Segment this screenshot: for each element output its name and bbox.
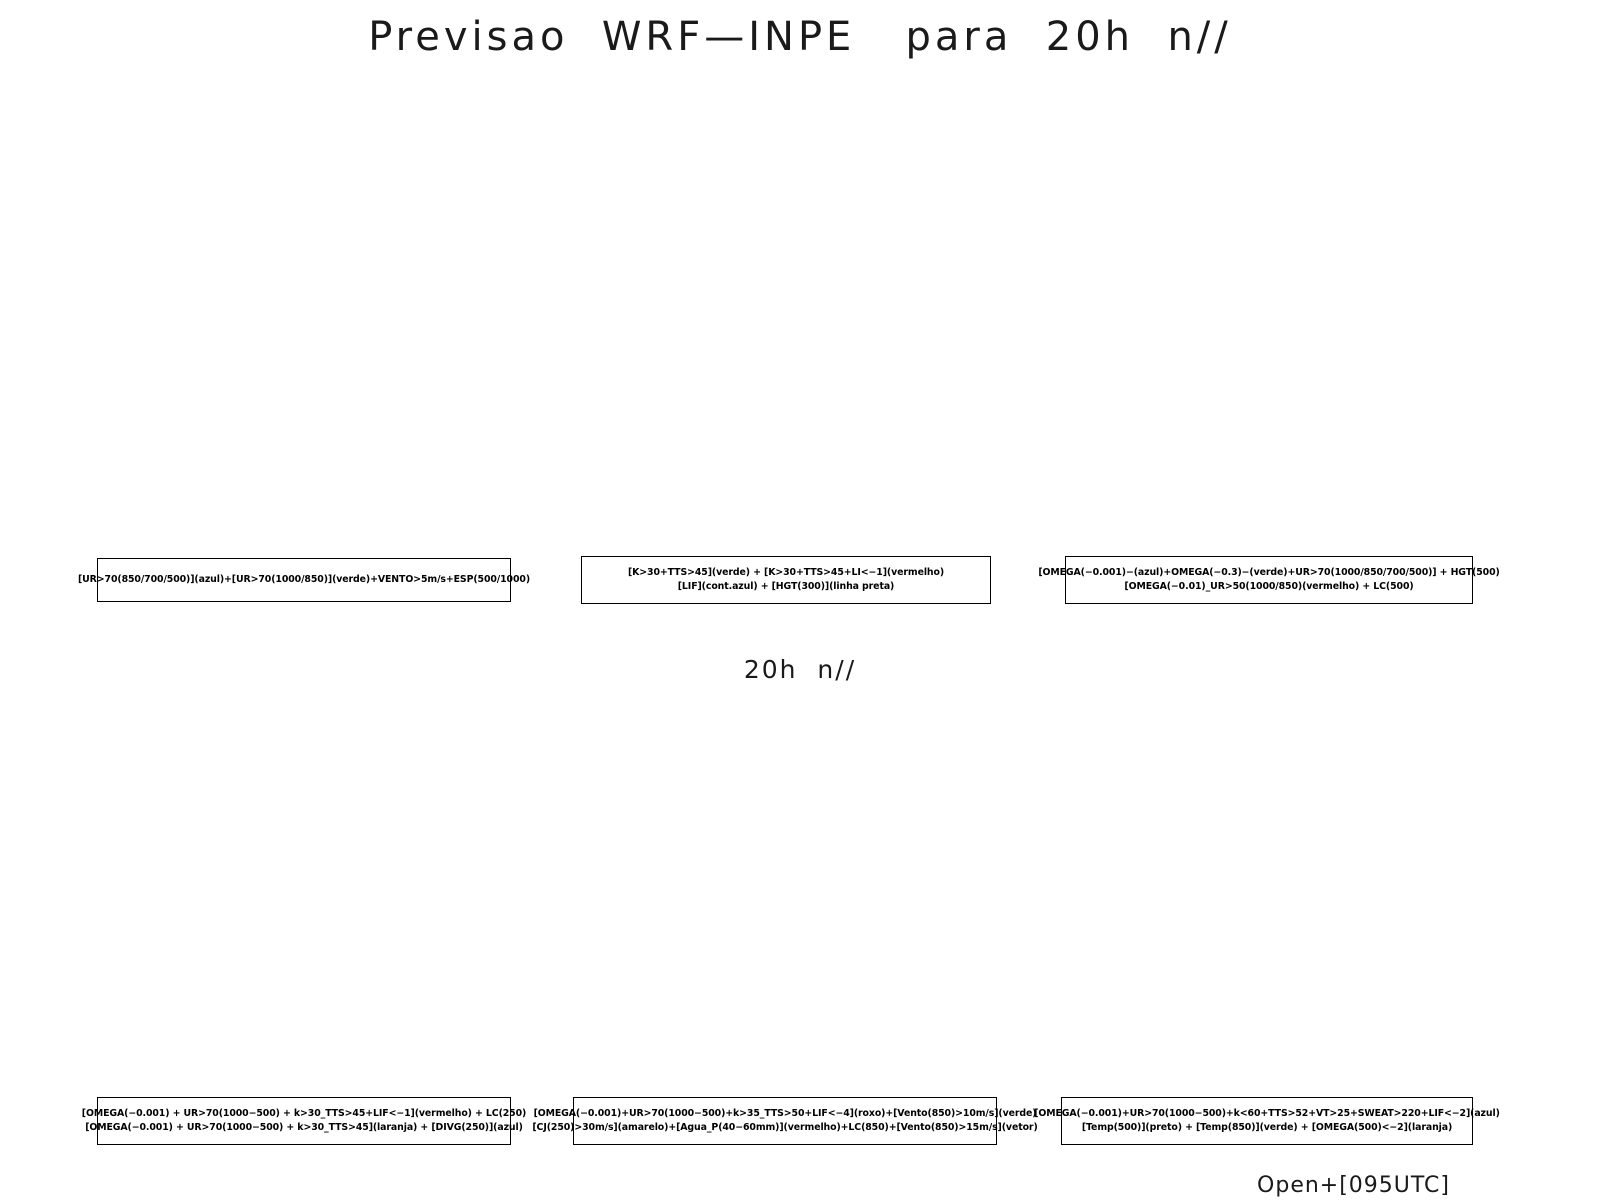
legend-line: [UR>70(850/700/500)](azul)+[UR>70(1000/850)](verde)+VENTO>5m/s+ESP(500/1000) (77, 574, 531, 585)
legend-box-top-left (77, 558, 531, 602)
middle-label: 20h n// (743, 655, 857, 684)
legend-line: [LIF](cont.azul) + [HGT(300)](linha preta) (677, 581, 895, 592)
legend-box-bottom-left (81, 1097, 527, 1145)
legend-line: [OMEGA(−0.001)+UR>70(1000−500)+k<60+TTS>52+VT>25+SWEAT>220+LIF<−2](azul) (1034, 1108, 1500, 1119)
legend-line: [OMEGA(−0.001)−(azul)+OMEGA(−0.3)−(verde)+UR>70(1000/850/700/500)] + HGT(500) (1038, 567, 1500, 578)
legend-line: [OMEGA(−0.001) + UR>70(1000−500) + k>30_TTS>45+LIF<−1](vermelho) + LC(250) (81, 1108, 527, 1119)
legend-line: [K>30+TTS>45](verde) + [K>30+TTS>45+LI<−1](vermelho) (627, 567, 945, 578)
footer-label: Open+[095UTC] (1257, 1173, 1450, 1198)
legend-box-bottom-mid (532, 1097, 1038, 1145)
legend-box-top-right (1038, 556, 1500, 604)
page-title: Previsao WRF—INPE para 20h n// (368, 14, 1232, 60)
legend-line: [OMEGA(−0.01)_UR>50(1000/850)(vermelho) + LC(500) (1124, 581, 1414, 592)
legend-box-bottom-right (1034, 1097, 1500, 1145)
legend-line: [OMEGA(−0.001) + UR>70(1000−500) + k>30_TTS>45](laranja) + [DIVG(250)](azul) (85, 1122, 523, 1133)
legend-line: [OMEGA(−0.001)+UR>70(1000−500)+k>35_TTS>50+LIF<−4](roxo)+[Vento(850)>10m/s](verde) (533, 1108, 1037, 1119)
legend-line: [CJ(250)>30m/s](amarelo)+[Agua_P(40−60mm)](vermelho)+LC(850)+[Vento(850)>15m/s](vetor) (532, 1122, 1038, 1133)
legend-line: [Temp(500)](preto) + [Temp(850)](verde) + [OMEGA(500)<−2](laranja) (1081, 1122, 1453, 1133)
legend-box-top-mid (581, 556, 991, 604)
